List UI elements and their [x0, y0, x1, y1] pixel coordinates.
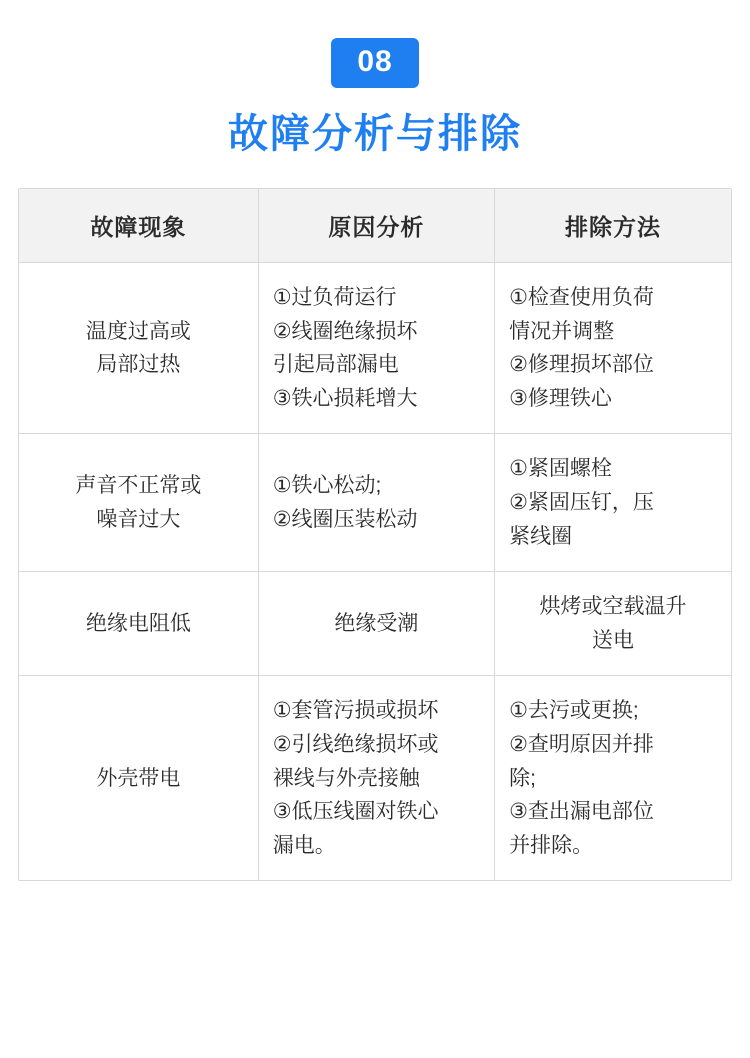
cell-cause [258, 676, 494, 880]
cell-phenomenon [19, 676, 258, 880]
cell-line: 送电 [592, 628, 635, 652]
cell-line: ②查明原因并排 [509, 732, 654, 756]
table-row [19, 676, 731, 880]
cell-cause [258, 263, 494, 434]
column-header-phenomenon: 故障现象 [19, 189, 258, 263]
cell-line: 绝缘受潮 [334, 611, 419, 635]
cell-line: ②引线绝缘损坏或 [272, 732, 439, 756]
cell-line: ②紧固压钉，压 [509, 490, 654, 514]
fault-table-container [18, 188, 732, 881]
cell-line: 裸线与外壳接触 [272, 766, 420, 790]
cell-line: ③查出漏电部位 [509, 800, 654, 824]
cell-phenomenon [19, 263, 258, 434]
cell-line: 漏电。 [272, 833, 336, 857]
cell-line: ①套管污损或损坏 [272, 699, 439, 723]
table-head [19, 189, 731, 263]
cell-phenomenon [19, 434, 258, 572]
cell-phenomenon [19, 572, 258, 676]
table-row [19, 572, 731, 676]
cell-line: ②修理损坏部位 [509, 353, 654, 377]
cell-cause [258, 572, 494, 676]
cell-line: 绝缘电阻低 [85, 611, 191, 635]
table-row [19, 263, 731, 434]
fault-analysis-table [19, 189, 731, 880]
page-title: 故障分析与排除 [228, 111, 522, 156]
cell-remedy [495, 676, 731, 880]
cell-line: ③修理铁心 [509, 386, 612, 410]
cell-line: ①去污或更换; [509, 699, 639, 723]
cell-remedy [495, 572, 731, 676]
cell-line: ①铁心松动; [272, 474, 382, 498]
table-body [19, 263, 731, 881]
column-header-remedy: 排除方法 [495, 189, 731, 263]
cell-line: ①过负荷运行 [272, 286, 397, 309]
cell-line: 引起局部漏电 [272, 353, 399, 377]
cell-line: ②线圈绝缘损坏 [272, 319, 418, 343]
cell-line: 噪音过大 [96, 507, 181, 531]
cell-line: 紧线圈 [509, 524, 573, 548]
table-row [19, 434, 731, 572]
cell-line: ①检查使用负荷 [509, 286, 654, 309]
table-header-row [19, 189, 731, 263]
cell-line: 情况并调整 [509, 319, 615, 343]
cell-line: 温度过高或 [85, 319, 191, 343]
column-header-cause: 原因分析 [258, 189, 494, 263]
cell-line: 外壳带电 [96, 766, 181, 790]
cell-line: ②线圈压装松动 [272, 507, 418, 531]
section-number-badge: 08 [331, 38, 418, 88]
page-header [0, 0, 750, 158]
cell-line: 烘烤或空载温升 [539, 595, 687, 619]
cell-remedy [495, 434, 731, 572]
cell-line: 并排除。 [509, 833, 594, 857]
cell-line: 除; [509, 766, 536, 790]
cell-line: 局部过热 [96, 353, 181, 377]
cell-line: ①紧固螺栓 [509, 457, 612, 481]
cell-cause [258, 434, 494, 572]
cell-remedy [495, 263, 731, 434]
cell-line: ③铁心损耗增大 [272, 386, 418, 410]
cell-line: ③低压线圈对铁心 [272, 800, 439, 824]
cell-line: 声音不正常或 [75, 474, 202, 498]
